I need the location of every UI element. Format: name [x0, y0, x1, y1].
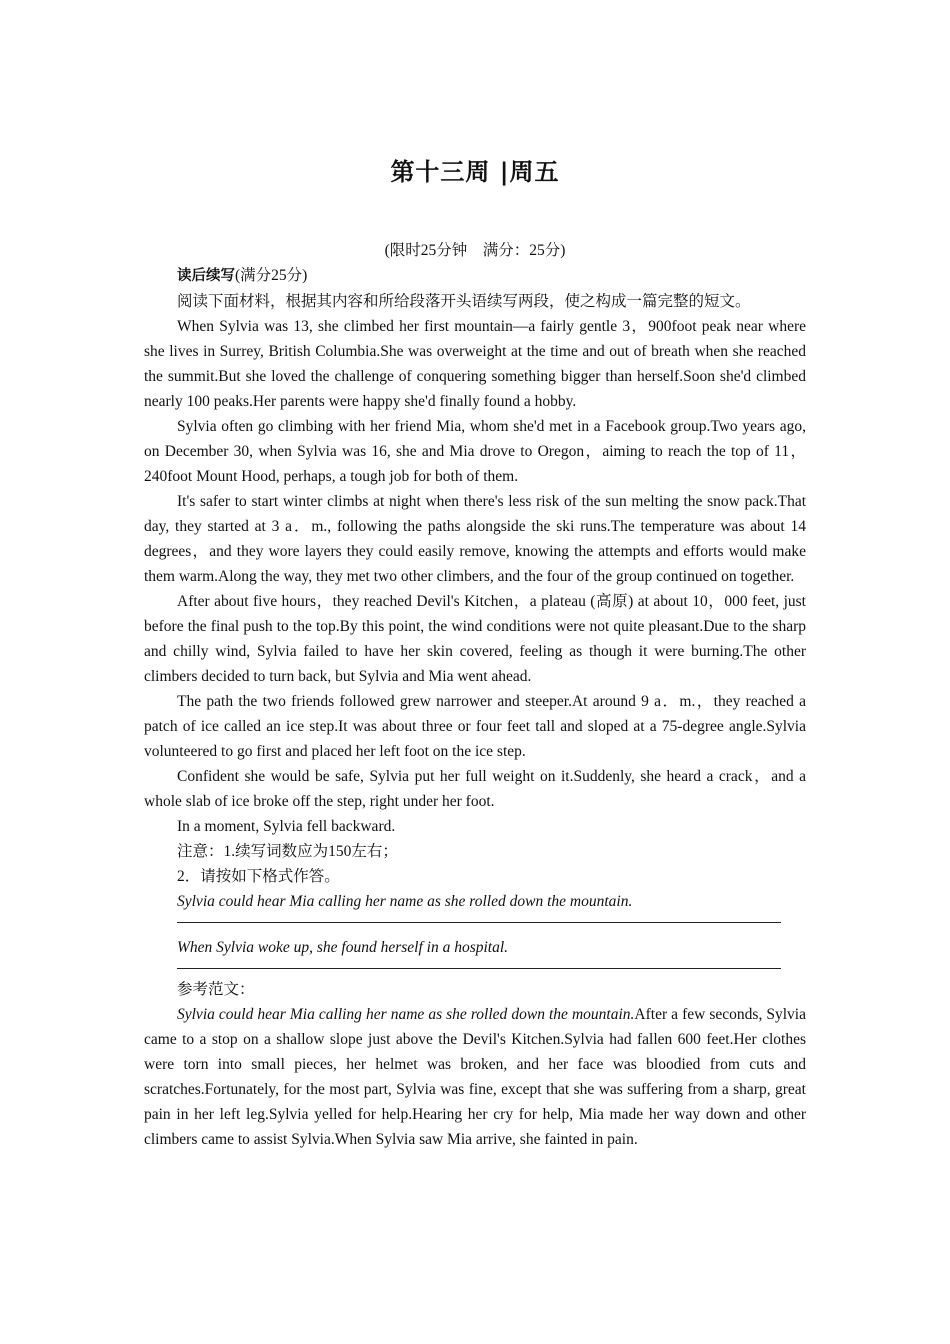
- passage-paragraph-6: Confident she would be safe, Sylvia put her full weight on it.Suddenly, she heard a crack，and a whole slab of ice broke off the step, right under her foot.: [144, 768, 806, 810]
- reference-lead: Sylvia could hear Mia calling her name as she rolled down the mountain.: [177, 1006, 635, 1023]
- section-heading: [144, 263, 806, 289]
- instruction: 阅读下面材料，根据其内容和所给段落开头语续写两段，使之构成一篇完整的短文。: [177, 293, 751, 310]
- section-label: 读后续写: [177, 268, 235, 284]
- continuation-prompt-1: Sylvia could hear Mia calling her name as she rolled down the mountain.: [177, 893, 633, 910]
- answer-line-2[interactable]: [177, 968, 781, 969]
- note-word-count: 注意：1.续写词数应为150左右；: [177, 843, 398, 860]
- page-title: 第十三周 |周五: [390, 158, 560, 186]
- reference-label: 参考范文：: [177, 981, 255, 998]
- passage-paragraph-1: When Sylvia was 13, she climbed her first mountain—a fairly gentle 3，900foot peak near where she lives in Surrey, British Columbia.She was overweight at the time and out of breath when she reached the summit.But she loved the challenge of conquering something bigger than herself.Soon she'd climbed nearly 100 peaks.Her parents were happy she'd finally found a hobby.: [144, 318, 806, 410]
- passage-paragraph-2: Sylvia often go climbing with her friend Mia, whom she'd met in a Facebook group.Two years ago, on December 30, when Sylvia was 16, she and Mia drove to Oregon，aiming to reach the top of 11，240foot Mount Hood, perhaps, a tough job for both of them.: [144, 418, 806, 485]
- reference-text: After a few seconds, Sylvia came to a stop on a shallow slope just above the Devil's Kitchen.Sylvia had fallen 600 feet.Her clothes were torn into small pieces, her helmet was broken, and her face was bloodied from cuts and scratches.Fortunately, for the most part, Sylvia was fine, except that she was suffering from a sharp, great pain in her left leg.Sylvia yelled for help.Hearing her cry for help, Mia made her way down and other climbers came to assist Sylvia.When Sylvia saw Mia arrive, she fainted in pain.: [144, 1006, 806, 1148]
- passage-paragraph-4: After about five hours，they reached Devil's Kitchen，a plateau (高原) at about 10，000 feet, just before the final push to the top.By this point, the wind conditions were not quite pleasant.Due to the sharp and chilly wind, Sylvia failed to have her skin covered, feeling as though it were burning.The other climbers decided to turn back, but Sylvia and Mia went ahead.: [144, 593, 806, 685]
- document-body: [144, 238, 806, 1152]
- passage-paragraph-7: In a moment, Sylvia fell backward.: [177, 818, 396, 835]
- section-score: (满分25分): [235, 267, 308, 284]
- continuation-prompt-2: When Sylvia woke up, she found herself in a hospital.: [177, 939, 509, 956]
- passage-paragraph-3: It's safer to start winter climbs at night when there's less risk of the sun melting the snow pack.That day, they started at 3 a．m., following the paths alongside the ski runs.The temperature was about 14 degrees，and they wore layers they could easily remove, knowing the attempts and efforts would make them warm.Along the way, they met two other climbers, and the four of the group continued on together.: [144, 493, 806, 585]
- note-format: 2．请按如下格式作答。: [177, 868, 340, 885]
- time-limit: (限时25分钟 满分：25分): [384, 242, 566, 259]
- answer-line-1[interactable]: [177, 922, 781, 923]
- passage-paragraph-5: The path the two friends followed grew narrower and steeper.At around 9 a．m.，they reached a patch of ice called an ice step.It was about three or four feet tall and sloped at a 75-degree angle.Sylvia volunteered to go first and placed her left foot on the ice step.: [144, 693, 806, 760]
- reference-paragraph: [144, 1002, 806, 1152]
